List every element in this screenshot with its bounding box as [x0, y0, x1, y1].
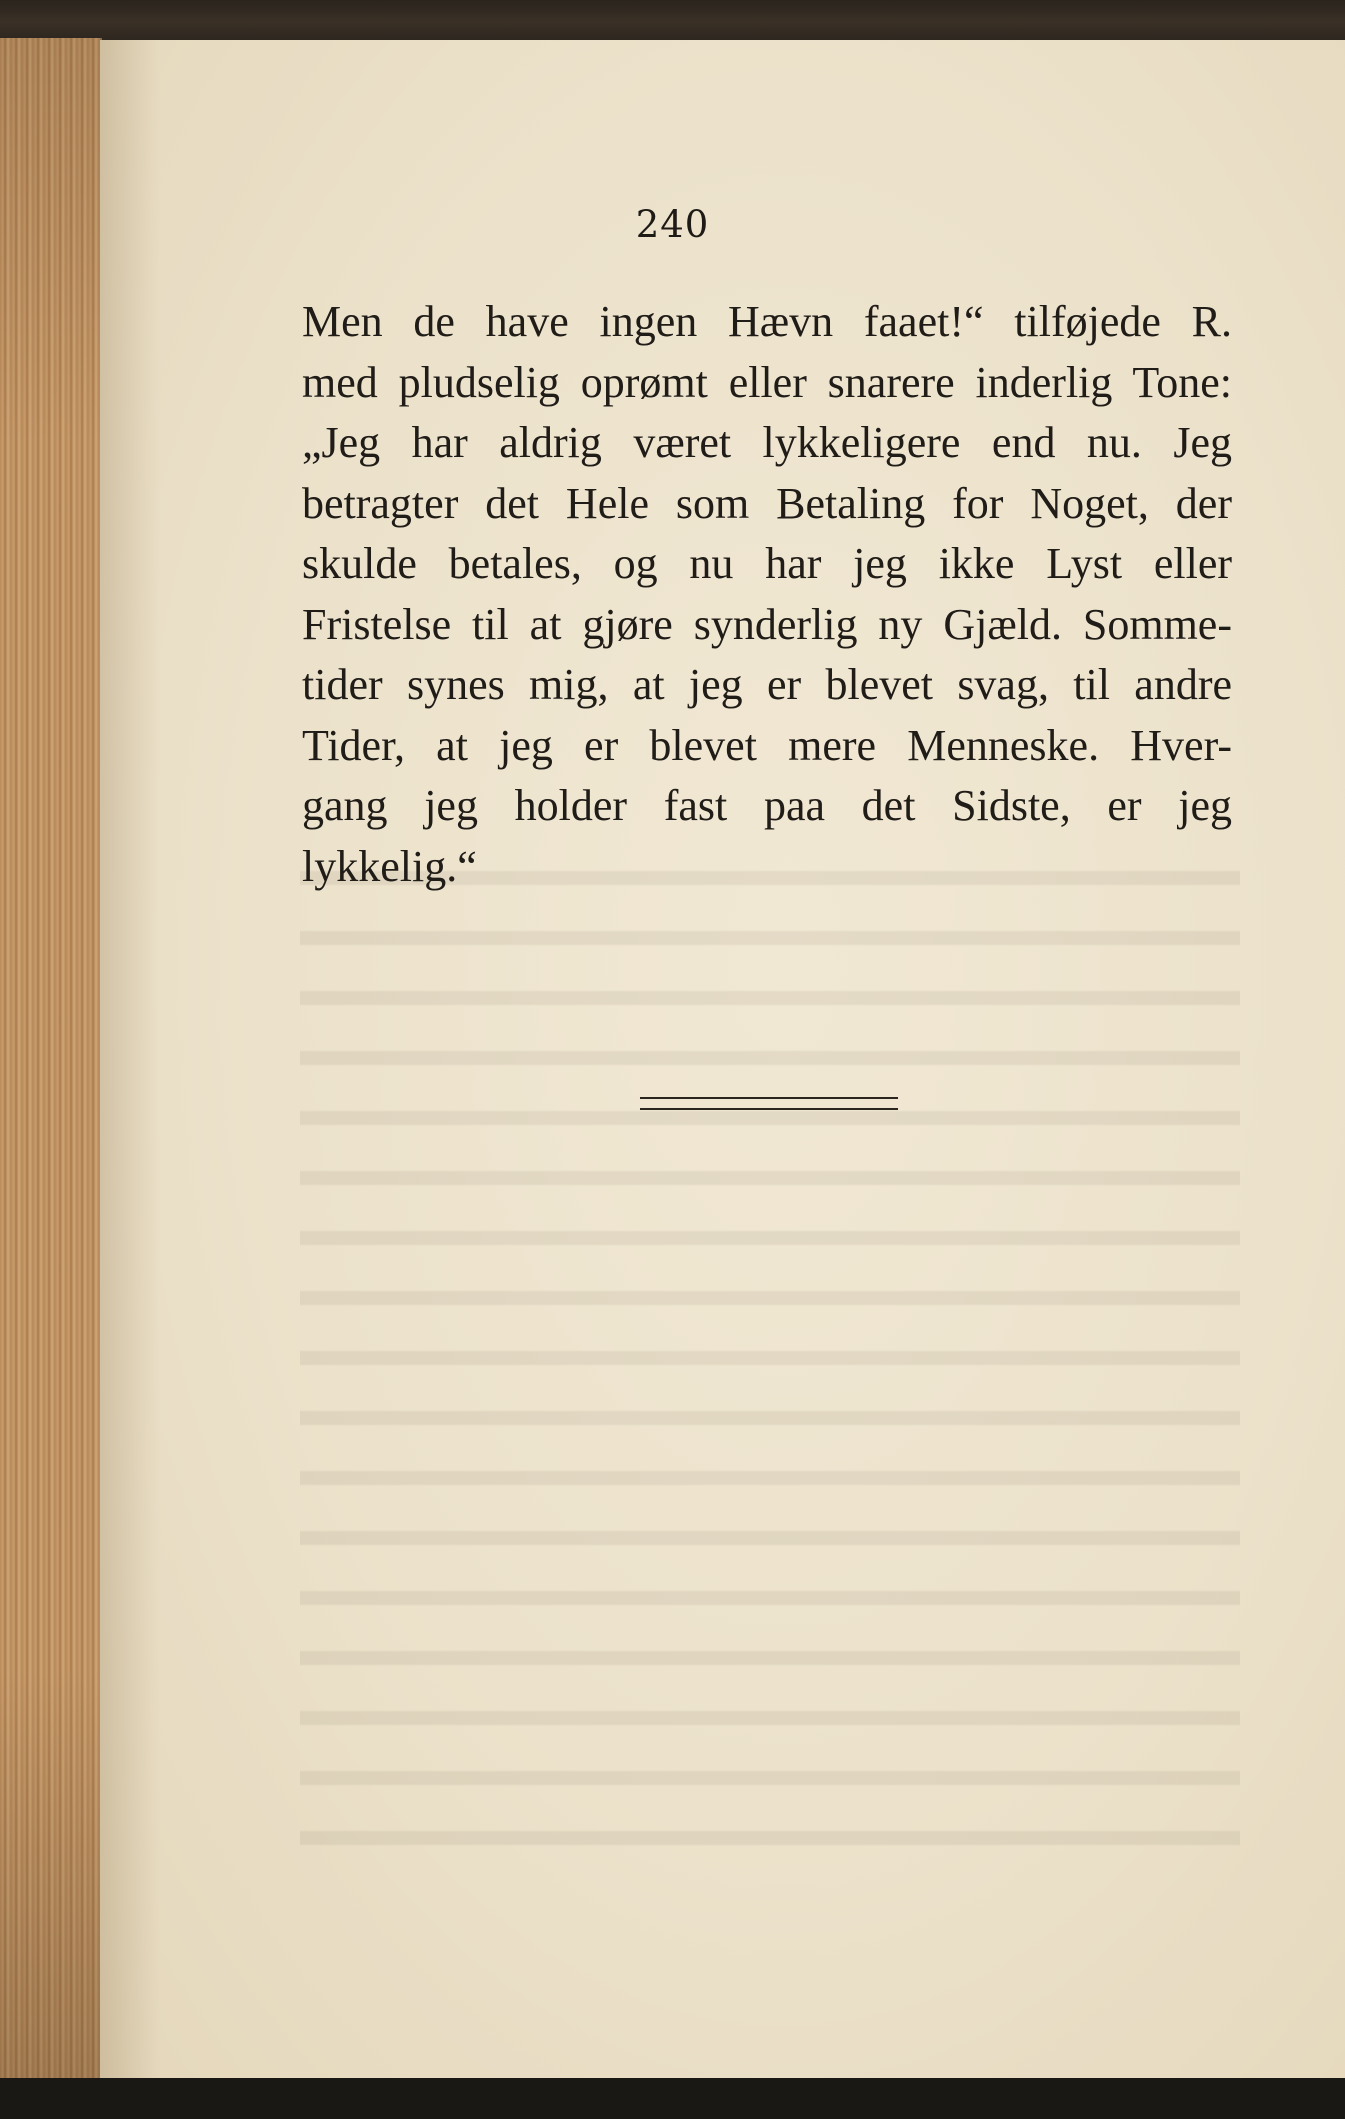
text-line: betragter det Hele som Betaling for Noget, der — [302, 478, 1232, 528]
text-line: med pludselig oprømt eller snarere inderlig Tone: — [302, 357, 1232, 407]
text-line: Fristelse til at gjøre synderlig ny Gjæld. Somme- — [302, 599, 1232, 649]
text-line: tider synes mig, at jeg er blevet svag, til andre — [302, 660, 1232, 709]
text-line: lykkelig.“ — [302, 841, 477, 891]
top-dark-edge — [0, 0, 1345, 44]
text-line: skulde betales, og nu har jeg ikke Lyst eller — [302, 539, 1232, 588]
body-text — [302, 292, 1232, 897]
section-end-double-rule — [640, 1097, 898, 1110]
text-line: Men de have ingen Hævn faaet!“ tilføjede R. — [302, 297, 1232, 346]
text-line: gang jeg holder fast paa det Sidste, er jeg — [302, 781, 1232, 830]
page-number: 240 — [635, 203, 710, 246]
book-page-edges — [0, 38, 102, 2078]
bottom-dark-edge — [0, 2078, 1345, 2119]
text-line: Tider, at jeg er blevet mere Menneske. Hver- — [302, 720, 1232, 770]
text-line: „Jeg har aldrig været lykkeligere end nu. Jeg — [302, 418, 1232, 467]
show-through-texture — [300, 840, 1240, 1890]
